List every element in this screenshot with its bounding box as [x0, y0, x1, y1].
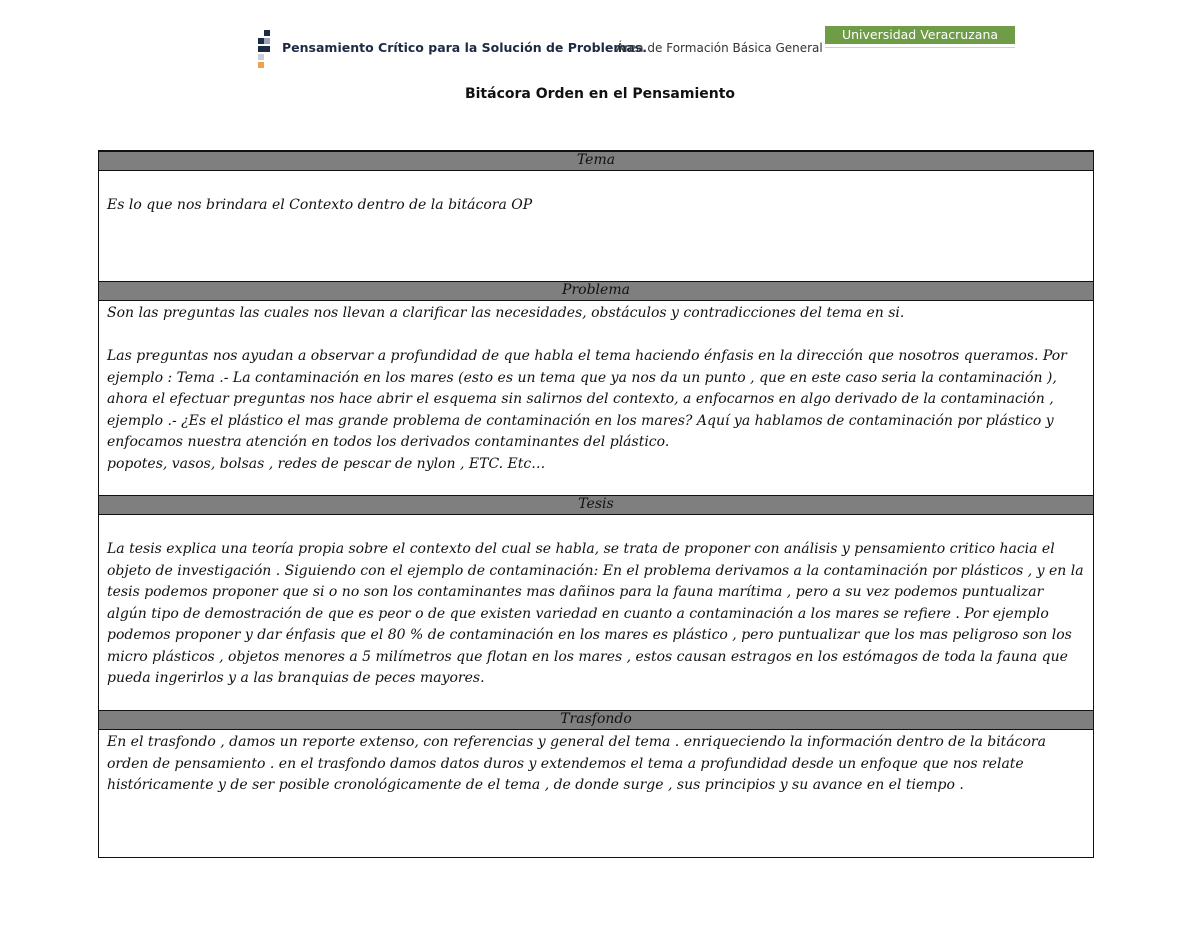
- tema-paragraph: Es lo que nos brindara el Contexto dentro de la bitácora OP: [107, 197, 533, 213]
- tesis-paragraph: La tesis explica una teoría propia sobre el contexto del cual se habla, se trata de proponer con análisis y pensamiento critico hacia el objeto de investigación . Siguiendo con el ejemplo de contaminación: En el problema derivamos a la contaminación por plásticos , y en la tesis podemos proponer que si o no son los contaminantes mas dañinos para la fauna marítima , pero a su vez podemos puntualizar algún tipo de demostración de que es peor o de que existen variedad en cuanto a contaminación a los mares se refiere . Por ejemplo podemos proponer y dar énfasis que el 80 % de contaminación en los mares es plástico , pero puntualizar que los mas peligroso son los micro plásticos , objetos menores a 5 milímetros que flotan en los mares , estos causan estragos en los estómagos de toda la fauna que pueda ingerirlos y a las branquias de peces mayores.: [107, 541, 1084, 686]
- document-title: Bitácora Orden en el Pensamiento: [464, 86, 736, 102]
- section-header-problema: Problema: [99, 281, 1093, 301]
- section-body-trasfondo: [107, 732, 1085, 797]
- section-body-problema: [107, 303, 1085, 475]
- document-header: [258, 26, 1018, 72]
- section-body-tesis: [107, 539, 1085, 690]
- problema-paragraph-2: Las preguntas nos ayudan a observar a profundidad de que habla el tema haciendo énfasis en la dirección que nosotros queramos. Por ejemplo : Tema .- La contaminación en los mares (esto es un tema que ya nos da un punto , que en este caso seria la contaminación ), ahora el efectuar preguntas nos hace abrir el esquema sin salirnos del contexto, a enfocarnos en algo derivado de la contaminación , ejemplo .- ¿Es el plástico el mas grande problema de contaminación en los mares? Aquí ya hablamos de contaminación por plástico y enfocamos nuestra atención en todos los derivados contaminantes del plástico.: [107, 348, 1067, 450]
- university-badge: Universidad Veracruzana: [825, 26, 1015, 44]
- trasfondo-paragraph: En el trasfondo , damos un reporte extenso, con referencias y general del tema . enriqueciendo la información dentro de la bitácora orden de pensamiento . en el trasfondo damos datos duros y extendemos el tema a profundidad desde un enfoque que nos relate históricamente y de ser posible cronológicamente de el tema , de donde surge , sus principios y su avance en el tiempo .: [107, 734, 1046, 793]
- problema-paragraph-3: popotes, vasos, bolsas , redes de pescar de nylon , ETC. Etc…: [107, 455, 546, 472]
- section-header-tesis: Tesis: [99, 495, 1093, 515]
- logo-squares-icon: [258, 30, 272, 70]
- section-header-trasfondo: Trasfondo: [99, 710, 1093, 730]
- course-subtitle: Área de Formación Básica General: [616, 41, 823, 55]
- university-underline: [825, 47, 1015, 48]
- section-body-tema: [107, 195, 1085, 217]
- log-table: [98, 150, 1094, 858]
- problema-paragraph-1: Son las preguntas las cuales nos llevan a clarificar las necesidades, obstáculos y contradicciones del tema en si.: [107, 305, 905, 321]
- section-header-tema: Tema: [99, 151, 1093, 171]
- course-title: Pensamiento Crítico para la Solución de Problemas.: [282, 40, 648, 55]
